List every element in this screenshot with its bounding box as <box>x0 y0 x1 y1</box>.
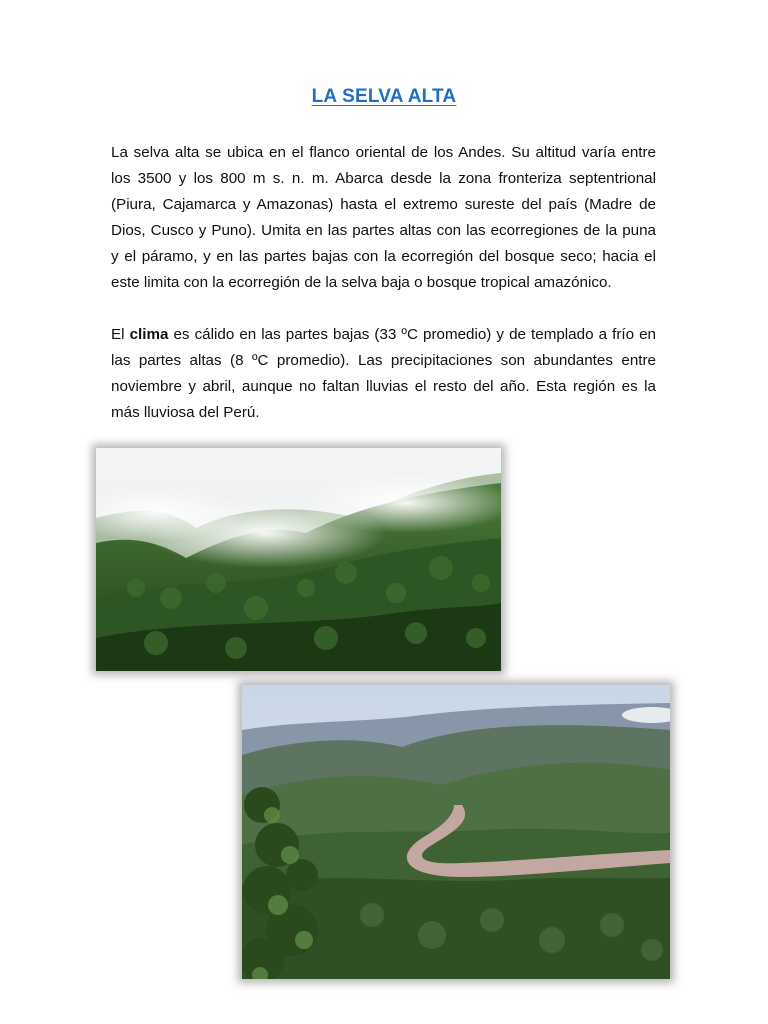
river-valley-photo <box>242 685 670 979</box>
cloud-forest-photo <box>96 448 501 671</box>
climate-prefix: El <box>111 326 130 343</box>
paragraph-climate <box>111 322 656 426</box>
paragraph-location: La selva alta se ubica en el flanco oriental de los Andes. Su altitud varía entre los 3500 y los 800 m s. n. m. Abarca desde la zona fronteriza septentrional (Piura, Cajamarca y Amazonas) hasta el extremo sureste del país (Madre de Dios, Cusco y Puno). Umita en las partes altas con las ecorregiones de la puna y el páramo, y en las partes bajas con la ecorregión del bosque seco; hacia el este limita con la ecorregión de la selva baja o bosque tropical amazónico. <box>111 144 656 291</box>
climate-keyword: clima <box>129 326 169 343</box>
page-title: LA SELVA ALTA <box>311 86 457 107</box>
climate-text: es cálido en las partes bajas (33 ºC promedio) y de templado a frío en las partes altas (8 ºC promedio). Las precipitaciones son abundantes entre noviembre y abril, aunque no faltan lluvias el resto del año. Esta región es la más lluviosa del Perú. <box>111 326 656 421</box>
